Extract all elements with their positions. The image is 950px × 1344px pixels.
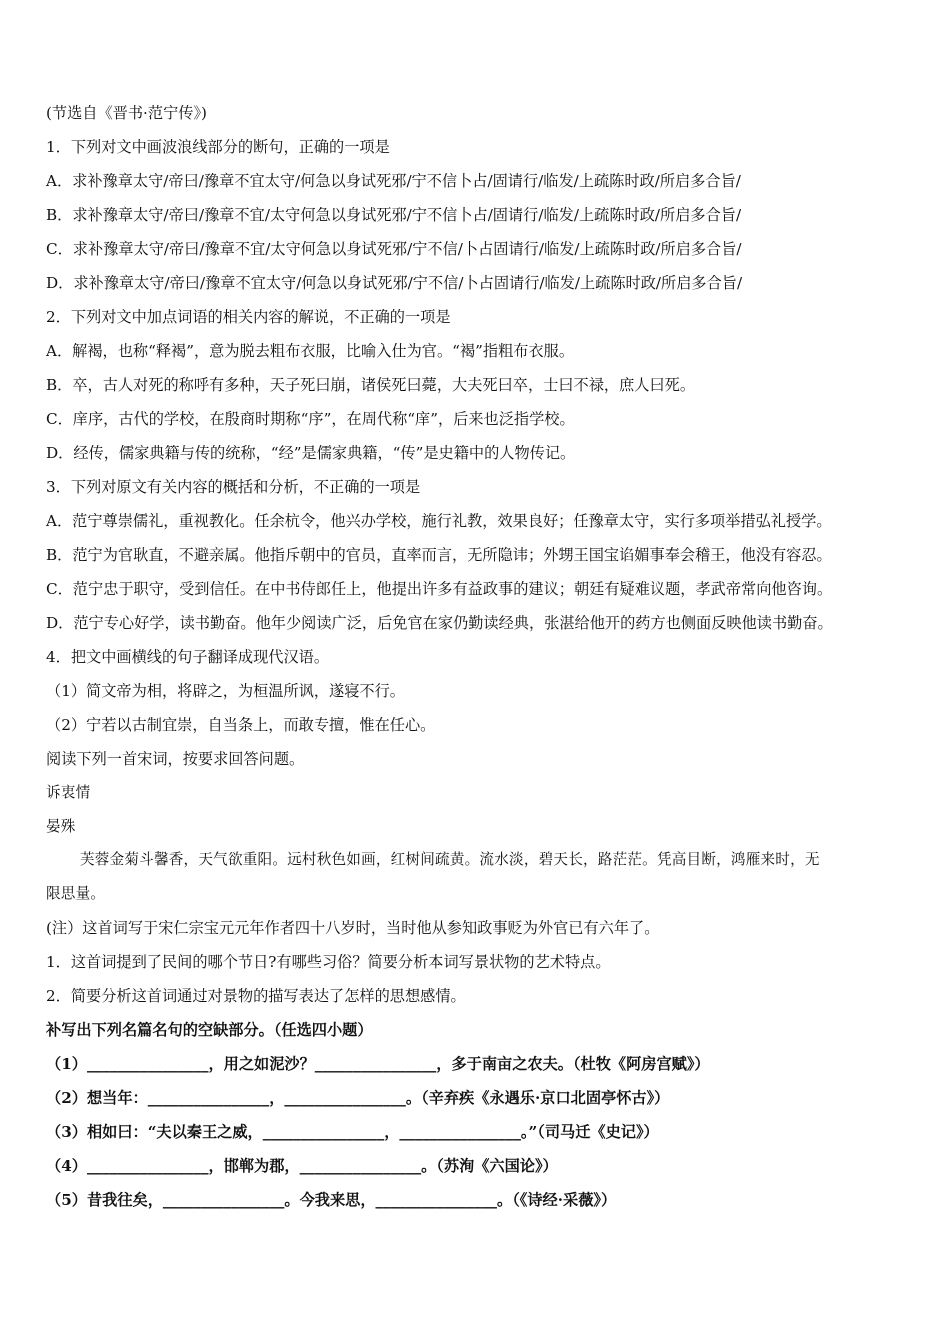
q2-option-d: D．经传，儒家典籍与传的统称，“经”是儒家典籍，“传”是史籍中的人物传记。 (46, 444, 576, 462)
q2-stem: 2．下列对文中加点词语的相关内容的解说，不正确的一项是 (46, 308, 451, 326)
q1-option-a: A．求补豫章太守/帝曰/豫章不宜太守/何急以身试死邪/宁不信卜占/固请行/临发/上疏陈时政/所启多合旨/ (46, 172, 741, 190)
q3-option-a: A．范宁尊崇儒礼，重视教化。任余杭令，他兴办学校，施行礼教，效果良好；任豫章太守，实行多项举措弘礼授学。 (46, 512, 832, 530)
q2-option-b: B．卒，古人对死的称呼有多种，天子死曰崩，诸侯死曰薨，大夫死曰卒，士曰不禄，庶人曰死。 (46, 376, 696, 394)
poem-question-1: 1．这首词提到了民间的哪个节日?有哪些习俗？简要分析本词写景状物的艺术特点。 (46, 953, 611, 971)
q3-option-d: D．范宁专心好学，读书勤奋。他年少阅读广泛，后免官在家仍勤读经典，张湛给他开的药方也侧面反映他读书勤奋。 (46, 614, 833, 632)
poem-text-line-1: 芙蓉金菊斗馨香，天气欲重阳。远村秋色如画，红树间疏黄。流水淡，碧天长，路茫茫。凭高目断，鸿雁来时，无 (80, 851, 820, 868)
q1-stem: 1．下列对文中画波浪线部分的断句，正确的一项是 (46, 138, 390, 156)
poem-intro: 阅读下列一首宋词，按要求回答问题。 (46, 750, 305, 768)
q1-option-b: B．求补豫章太守/帝曰/豫章不宜/太守何急以身试死邪/宁不信卜占/固请行/临发/上疏陈时政/所启多合旨/ (46, 206, 742, 224)
q2-option-c: C．庠序，古代的学校，在殷商时期称“序”，在周代称“庠”，后来也泛指学校。 (46, 410, 575, 428)
poem-title: 诉衷情 (46, 784, 91, 801)
fill-item-1: （1）________________，用之如泥沙？________________，多于南亩之农夫。（杜牧《阿房宫赋》） (46, 1055, 710, 1073)
poem-question-2: 2．简要分析这首词通过对景物的描写表达了怎样的思想感情。 (46, 987, 466, 1005)
poem-note: (注）这首词写于宋仁宗宝元元年作者四十八岁时，当时他从参知政事贬为外官已有六年了。 (46, 919, 660, 937)
source-note: (节选自《晋书·范宁传》) (46, 104, 207, 122)
poem-text-line-2: 限思量。 (46, 885, 106, 902)
q3-stem: 3．下列对原文有关内容的概括和分析，不正确的一项是 (46, 478, 421, 496)
fill-section-title: 补写出下列名篇名句的空缺部分。（任选四小题） (46, 1021, 373, 1039)
fill-item-3: （3）相如曰：“夫以秦王之威，________________，________________。”（司马迁《史记》） (46, 1123, 659, 1141)
q4-item-1: （1）简文帝为相，将辟之，为桓温所讽，遂寝不行。 (46, 682, 405, 700)
q4-item-2: （2）宁若以古制宜崇，自当条上，而敢专擅，惟在任心。 (46, 716, 436, 734)
fill-item-2: （2）想当年：________________，________________。（辛弃疾《永遇乐·京口北固亭怀古》） (46, 1089, 670, 1107)
fill-item-5: （5）昔我往矣，________________。今我来思，________________。（《诗经·采薇》） (46, 1191, 617, 1209)
poem-author: 晏殊 (46, 818, 76, 835)
fill-item-4: （4）________________，邯郸为郡，________________。（苏洵《六国论》） (46, 1157, 558, 1175)
q3-option-b: B．范宁为官耿直，不避亲属。他指斥朝中的官员，直率而言，无所隐讳；外甥王国宝谄媚事奉会稽王，他没有容忍。 (46, 546, 832, 564)
q4-stem: 4．把文中画横线的句子翻译成现代汉语。 (46, 648, 330, 666)
q3-option-c: C．范宁忠于职守，受到信任。在中书侍郎任上，他提出许多有益政事的建议；朝廷有疑难议题，孝武帝常向他咨询。 (46, 580, 833, 598)
q1-option-c: C．求补豫章太守/帝曰/豫章不宜/太守何急以身试死邪/宁不信/卜占固请行/临发/上疏陈时政/所启多合旨/ (46, 240, 742, 258)
q1-option-d: D．求补豫章太守/帝曰/豫章不宜太守/何急以身试死邪/宁不信/卜占固请行/临发/上疏陈时政/所启多合旨/ (46, 274, 743, 292)
q2-option-a: A．解褐，也称“释褐”，意为脱去粗布衣服，比喻入仕为官。“褐”指粗布衣服。 (46, 342, 575, 360)
